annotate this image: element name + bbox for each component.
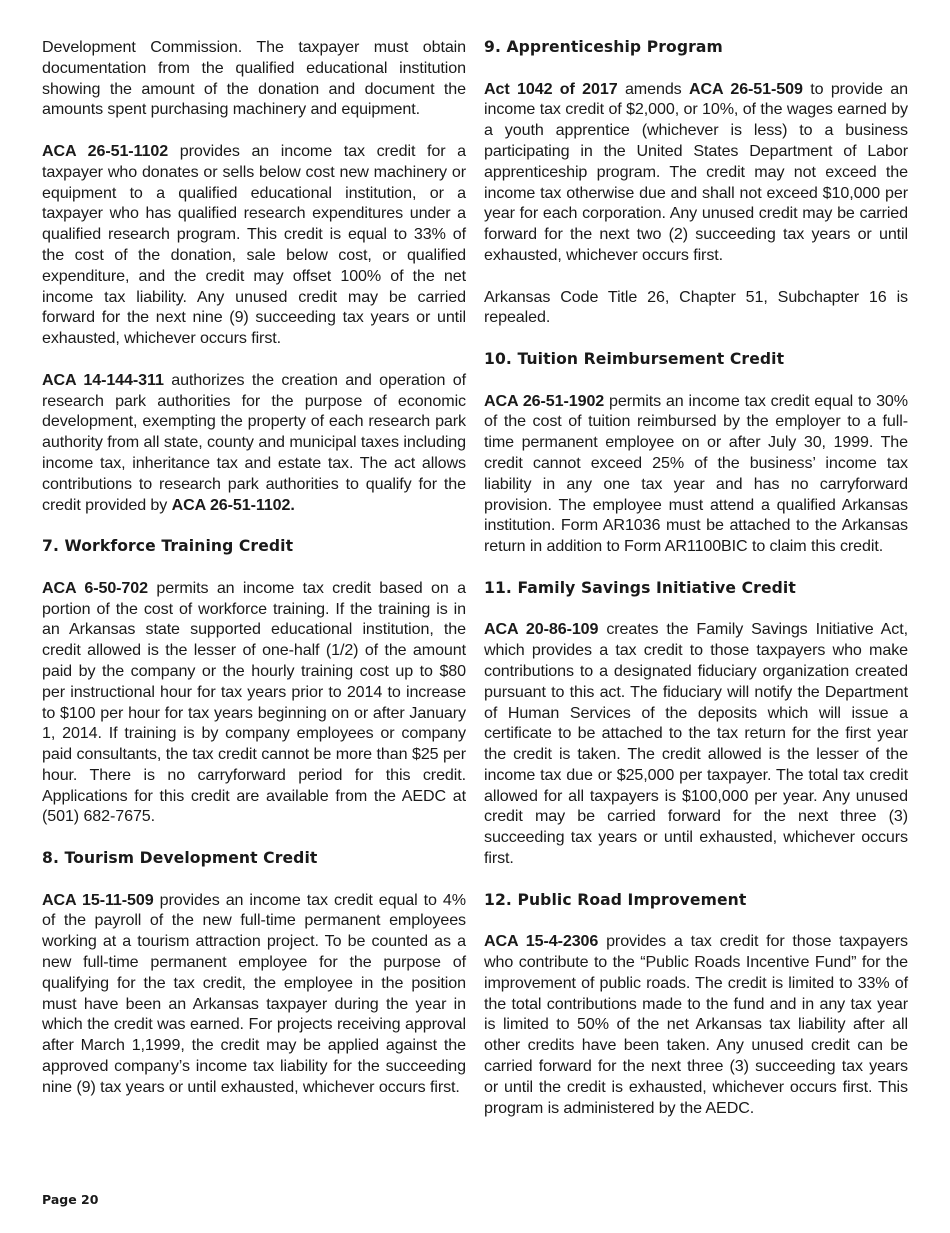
statute-reference: ACA 15-4-2306: [484, 932, 599, 951]
paragraph-aca-15-11-509: [42, 890, 466, 1098]
paragraph-aca-26-51-1102: [42, 141, 466, 349]
act-reference: Act 1042 of 2017: [484, 79, 618, 98]
statute-reference: ACA 26-51-1902: [484, 391, 605, 410]
paragraph-donation-documentation: [42, 37, 466, 120]
paragraph-text: provides an income tax credit for a taxpayer who donates or sells below cost new machinery or equipment to a qualified educational institution, or a taxpayer who has qualified research expenditures under a qualified research program. This credit is equal to 33% of the cost of the donation, sale below cost, or qualified expenditure, and the credit may offset 100% of the net income tax liability. Any unused credit may be carried forward for the next nine (9) succeeding tax years or until exhausted, whichever occurs first.: [42, 141, 466, 348]
statute-reference: ACA 26-51-509: [689, 79, 803, 98]
statute-reference: ACA 26-51-1102.: [171, 495, 295, 514]
page-number: Page 20: [42, 1192, 99, 1207]
paragraph-text: amends: [617, 79, 689, 98]
paragraph-aca-20-86-109: [484, 619, 908, 869]
paragraph-text: creates the Family Savings Initiative Act, which provides a tax credit to those taxpayers who make contributions to a designated fiduciary organization created pursuant to this act. The fiduciary will notify the Department of Human Services of the deposits which will issue a certificate to be attached to the tax return for the first year the credit is taken. The credit allowed is the lesser of the income tax due or $25,000 per taxpayer. The total tax credit allowed for all taxpayers is $100,000 per year. Any unused credit may be carried forward for the next three (3) succeeding tax years or until exhausted, whichever occurs first.: [484, 620, 908, 868]
right-column: [484, 37, 908, 1139]
paragraph-text: provides a tax credit for those taxpayers who contribute to the “Public Roads Incentive Fund” for the improvement of public roads. The credit is limited to 33% of the total contributions made to the fund and in any tax year is limited to 50% of the net Arkansas tax liability after all other credits have been taken. Any unused credit can be carried forward for the next three (3) succeeding tax years or until the credit is exhausted, whichever occurs first. This program is administered by the AEDC.: [484, 932, 908, 1117]
statute-reference: ACA 15-11-509: [42, 890, 154, 909]
statute-reference: ACA 6-50-702: [42, 578, 148, 597]
statute-reference: ACA 14-144-311: [42, 370, 164, 389]
paragraph-text: Arkansas Code Title 26, Chapter 51, Subchapter 16 is repealed.: [484, 287, 908, 327]
statute-reference: ACA 20-86-109: [484, 620, 599, 639]
paragraph-text: permits an income tax credit equal to 30% of the cost of tuition reimbursed by the employer to a full-time permanent employee on or after July 30, 1999. The credit cannot exceed 25% of the business’ income tax liability in any one tax year and has no carryforward provision. The employee must attend a qualified Arkansas institution. Form AR1036 must be attached to the Arkansas return in addition to Form AR1100BIC to claim this credit.: [484, 391, 908, 556]
section-heading-apprenticeship: 9. Apprenticeship Program: [484, 38, 723, 56]
paragraph-text: to provide an income tax credit of $2,000, or 10%, of the wages earned by a youth apprentice (whichever is less) to a business participating in the United States Department of Labor apprenticeship program. The credit may not exceed the income tax otherwise due and shall not exceed $10,000 per year for each corporation. Any unused credit may be carried forward for the next two (2) succeeding tax years or until exhausted, whichever occurs first.: [484, 79, 908, 264]
statute-reference: ACA 26-51-1102: [42, 141, 169, 160]
paragraph-text: provides an income tax credit equal to 4% of the payroll of the new full-time permanent employees working at a tourism attraction project. To be counted as a new full-time permanent employee for the purpose of qualifying for the tax credit, the employee in the position must have been an Arkansas taxpayer during the year in which the credit was earned. For projects receiving approval after March 1,1999, the credit may be applied against the approved company’s income tax liability for the succeeding nine (9) tax years or until exhausted, whichever occurs first.: [42, 890, 466, 1096]
left-column: [42, 37, 466, 1118]
paragraph-repeal-note: [484, 287, 908, 329]
section-heading-family-savings: 11. Family Savings Initiative Credit: [484, 578, 796, 597]
paragraph-aca-26-51-1902: [484, 391, 908, 557]
paragraph-text: authorizes the creation and operation of research park authorities for the purpose of economic development, exempting the property of each research park authority from all state, county and municipal taxes including income tax, inheritance tax and estate tax. The act allows contributions to research park authorities to qualify for the credit provided by: [42, 370, 466, 514]
section-heading-tuition-reimbursement: 10. Tuition Reimbursement Credit: [484, 349, 785, 368]
paragraph-aca-14-144-311: [42, 370, 466, 516]
paragraph-act-1042: [484, 79, 908, 266]
paragraph-aca-6-50-702: [42, 578, 466, 828]
paragraph-text: permits an income tax credit based on a portion of the cost of workforce training. If the training is in an Arkansas state supported educational institution, the credit allowed is the lesser of one-half (1/2) of the amount paid by the company or the hourly training cost up to $80 per instructional hour for tax years prior to 2014 to increase to $100 per hour for tax years beginning on or after January 1, 2014. If training is by company employees or company paid consultants, the tax credit cannot be more than $25 per hour. There is no carryforward period for this credit. Applications for this credit are available from the AEDC at (501) 682-7675.: [42, 578, 466, 826]
section-heading-tourism-development: 8. Tourism Development Credit: [42, 849, 318, 868]
paragraph-aca-15-4-2306: [484, 931, 908, 1118]
section-heading-workforce-training: 7. Workforce Training Credit: [42, 537, 294, 556]
section-heading-public-road: 12. Public Road Improvement: [484, 890, 747, 909]
paragraph-text: Development Commission. The taxpayer must obtain documentation from the qualified educational institution showing the amount of the donation and document the amounts spent purchasing machinery and equipment.: [42, 38, 466, 119]
